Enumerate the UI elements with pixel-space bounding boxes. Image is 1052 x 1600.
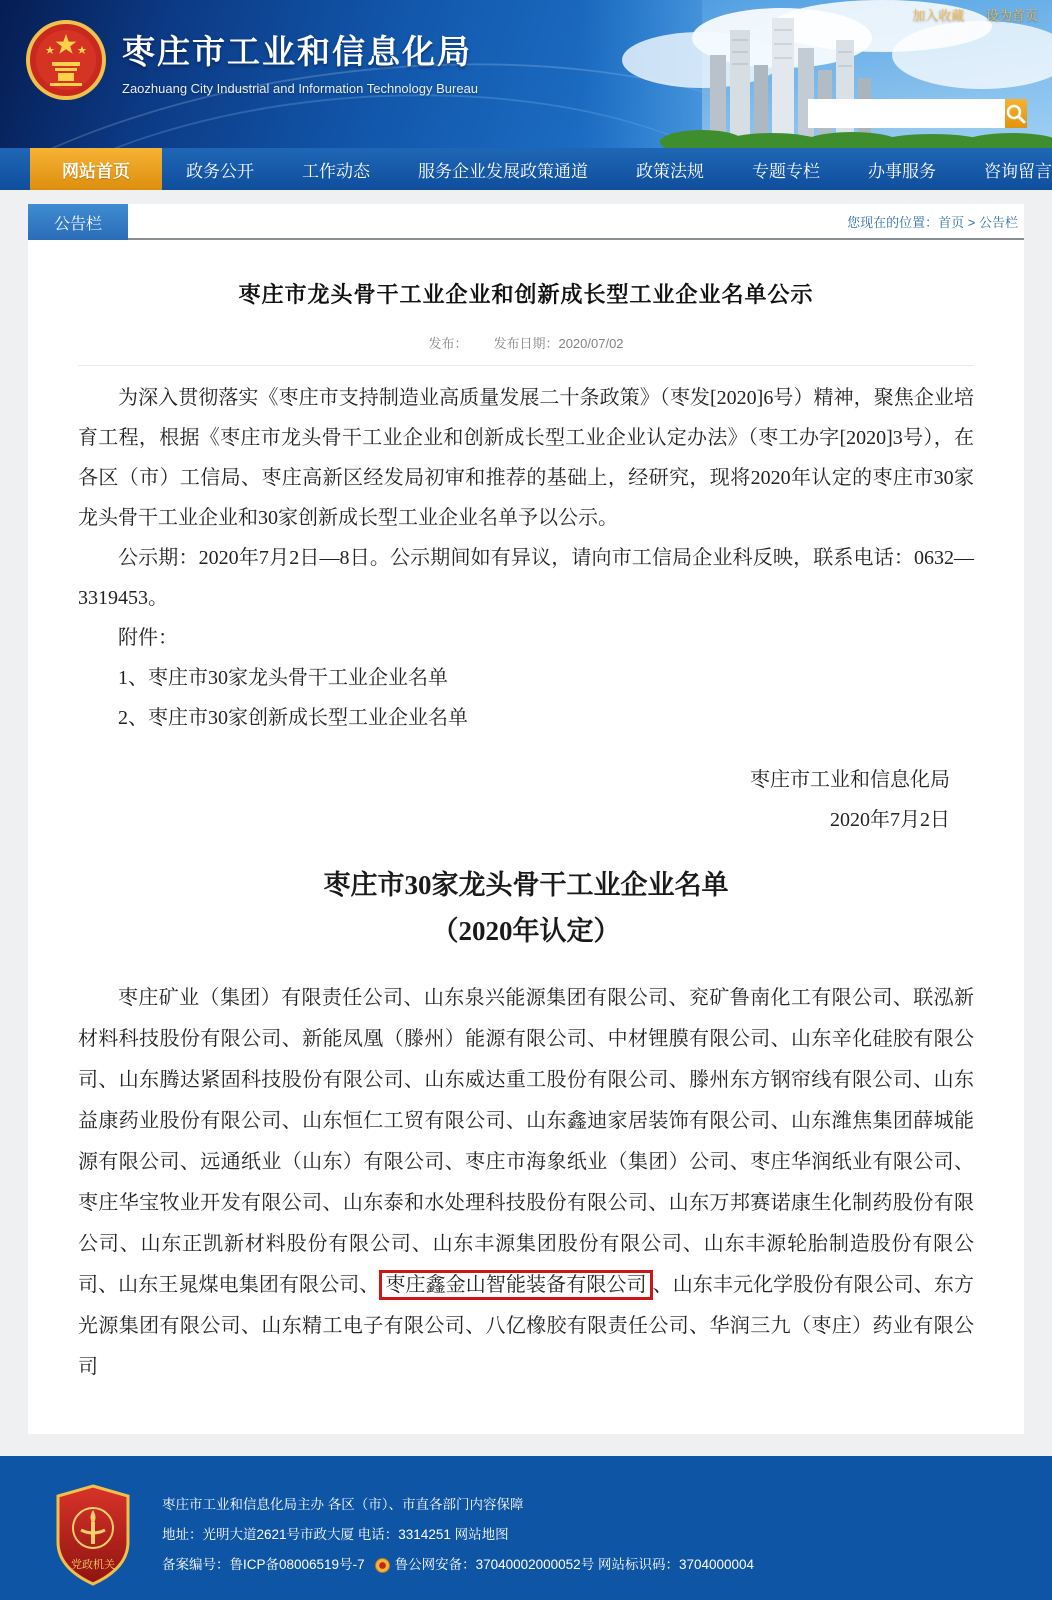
set-homepage-link[interactable]: 设为首页 xyxy=(985,8,1038,23)
section-tab-announcements[interactable]: 公告栏 xyxy=(28,204,128,240)
search-bar xyxy=(808,99,1024,128)
list-heading-line1: 枣庄市30家龙头骨干工业企业名单 xyxy=(323,870,729,900)
site-brand xyxy=(26,20,478,100)
search-icon xyxy=(1005,103,1027,125)
nav-item-policies[interactable]: 政策法规 xyxy=(636,161,704,181)
public-security-filing-text: 鲁公网安备：37040002000052号 网站标识码：3704000004 xyxy=(394,1557,755,1572)
footer-text xyxy=(162,1490,754,1580)
content-card xyxy=(28,204,1024,1434)
header-quick-links xyxy=(894,5,1038,24)
breadcrumb xyxy=(847,212,1018,231)
breadcrumb-path: > 公告栏 xyxy=(964,215,1018,230)
publish-date: 2020/07/02 xyxy=(558,336,624,351)
paragraph: 为深入贯彻落实《枣庄市支持制造业高质量发展二十条政策》（枣发[2020]6号）精神，聚焦企业培育工程，根据《枣庄市龙头骨干工业企业和创新成长型工业企业认定办法》（枣工办字[2020]3号），在各区（市）工信局、枣庄高新区经发局初审和推荐的基础上，经研究，现将2020年认定的枣庄市30家龙头骨干工业企业和30家创新成长型工业企业名单予以公示。 xyxy=(78,387,974,529)
list-heading xyxy=(78,862,974,954)
signature-org: 枣庄市工业和信息化局 xyxy=(750,769,950,791)
party-government-badge-icon xyxy=(52,1484,134,1586)
attachment-item: 1、枣庄市30家龙头骨干工业企业名单 xyxy=(118,667,448,689)
publisher-label: 发布： xyxy=(428,336,468,351)
signature-date: 2020年7月2日 xyxy=(830,809,950,831)
nav-item-special-columns[interactable]: 专题专栏 xyxy=(752,161,820,181)
search-button[interactable] xyxy=(1005,99,1027,128)
nav-item-enterprise-policy-channel[interactable]: 服务企业发展政策通道 xyxy=(418,161,588,181)
site-subtitle: Zaozhuang City Industrial and Information Technology Bureau xyxy=(122,81,479,96)
article-meta xyxy=(78,333,974,366)
nav-item-home[interactable]: 网站首页 xyxy=(30,148,162,190)
paragraph: 公示期：2020年7月2日—8日。公示期间如有异议，请向市工信局企业科反映，联系电话：0632—3319453。 xyxy=(78,547,974,609)
nav-item-work-news[interactable]: 工作动态 xyxy=(302,161,370,181)
company-list xyxy=(78,978,974,1388)
article-title: 枣庄市龙头骨干工业企业和创新成长型工业企业名单公示 xyxy=(238,282,814,307)
footer-line-address: 地址：光明大道2621号市政大厦 电话：3314251 网站地图 xyxy=(162,1527,509,1542)
main-nav xyxy=(0,148,1052,190)
list-heading-line2: （2020年认定） xyxy=(431,916,621,946)
publish-date-label: 发布日期： xyxy=(493,336,559,351)
national-emblem-icon xyxy=(26,20,106,100)
site-footer xyxy=(0,1456,1052,1600)
company-list-text: 枣庄矿业（集团）有限责任公司、山东泉兴能源集团有限公司、兖矿鲁南化工有限公司、联泓新材料科技股份有限公司、新能凤凰（滕州）能源有限公司、中材锂膜有限公司、山东辛化硅胶有限公司、山东腾达紧固科技股份有限公司、山东威达重工股份有限公司、滕州东方钢帘线有限公司、山东益康药业股份有限公司、山东恒仁工贸有限公司、山东鑫迪家居装饰有限公司、山东潍焦集团薛城能源有限公司、远通纸业（山东）有限公司、枣庄市海象纸业（集团）公司、枣庄华润纸业有限公司、枣庄华宝牧业开发有限公司、山东泰和水处理科技股份有限公司、山东万邦赛诺康生化制药股份有限公司、山东正凯新材料股份有限公司、山东丰源集团股份有限公司、山东丰源轮胎制造股份有限公司、山东王晁煤电集团有限公司、 xyxy=(78,987,974,1296)
article xyxy=(28,278,1024,1388)
article-body xyxy=(78,378,974,738)
site-title: 枣庄市工业和信息化局 xyxy=(122,33,472,70)
badge-label: 党政机关 xyxy=(71,1559,115,1571)
nav-item-services[interactable]: 办事服务 xyxy=(868,161,936,181)
nav-item-gov-affairs[interactable]: 政务公开 xyxy=(186,161,254,181)
site-header xyxy=(0,0,1052,148)
add-favorite-link[interactable]: 加入收藏 xyxy=(912,8,965,23)
brand-text xyxy=(122,20,478,96)
police-badge-icon xyxy=(375,1558,390,1573)
highlighted-company: 枣庄鑫金山智能装备有限公司 xyxy=(379,1270,652,1300)
footer-line-filing xyxy=(162,1550,754,1580)
attachment-item: 2、枣庄市30家创新成长型工业企业名单 xyxy=(118,707,468,729)
footer-line-sponsor: 枣庄市工业和信息化局主办 各区（市）、市直各部门内容保障 xyxy=(162,1497,524,1512)
search-input[interactable] xyxy=(808,99,1005,128)
icp-filing-text: 备案编号：鲁ICP备08006519号-7 xyxy=(162,1557,365,1572)
company-list-text: 、山东丰元化学股份有限公司、东方光源集团有限公司、山东精工电子有限公司、八亿橡胶有限责任公司、华润三九（枣庄）药业有限公司 xyxy=(78,1274,975,1378)
breadcrumb-home-link[interactable]: 首页 xyxy=(938,215,965,230)
attachments-label: 附件： xyxy=(118,627,178,649)
signature-block xyxy=(78,760,974,840)
breadcrumb-label: 您现在的位置： xyxy=(847,215,939,230)
nav-item-consultation[interactable]: 咨询留言 xyxy=(984,161,1052,181)
section-header xyxy=(28,204,1024,240)
